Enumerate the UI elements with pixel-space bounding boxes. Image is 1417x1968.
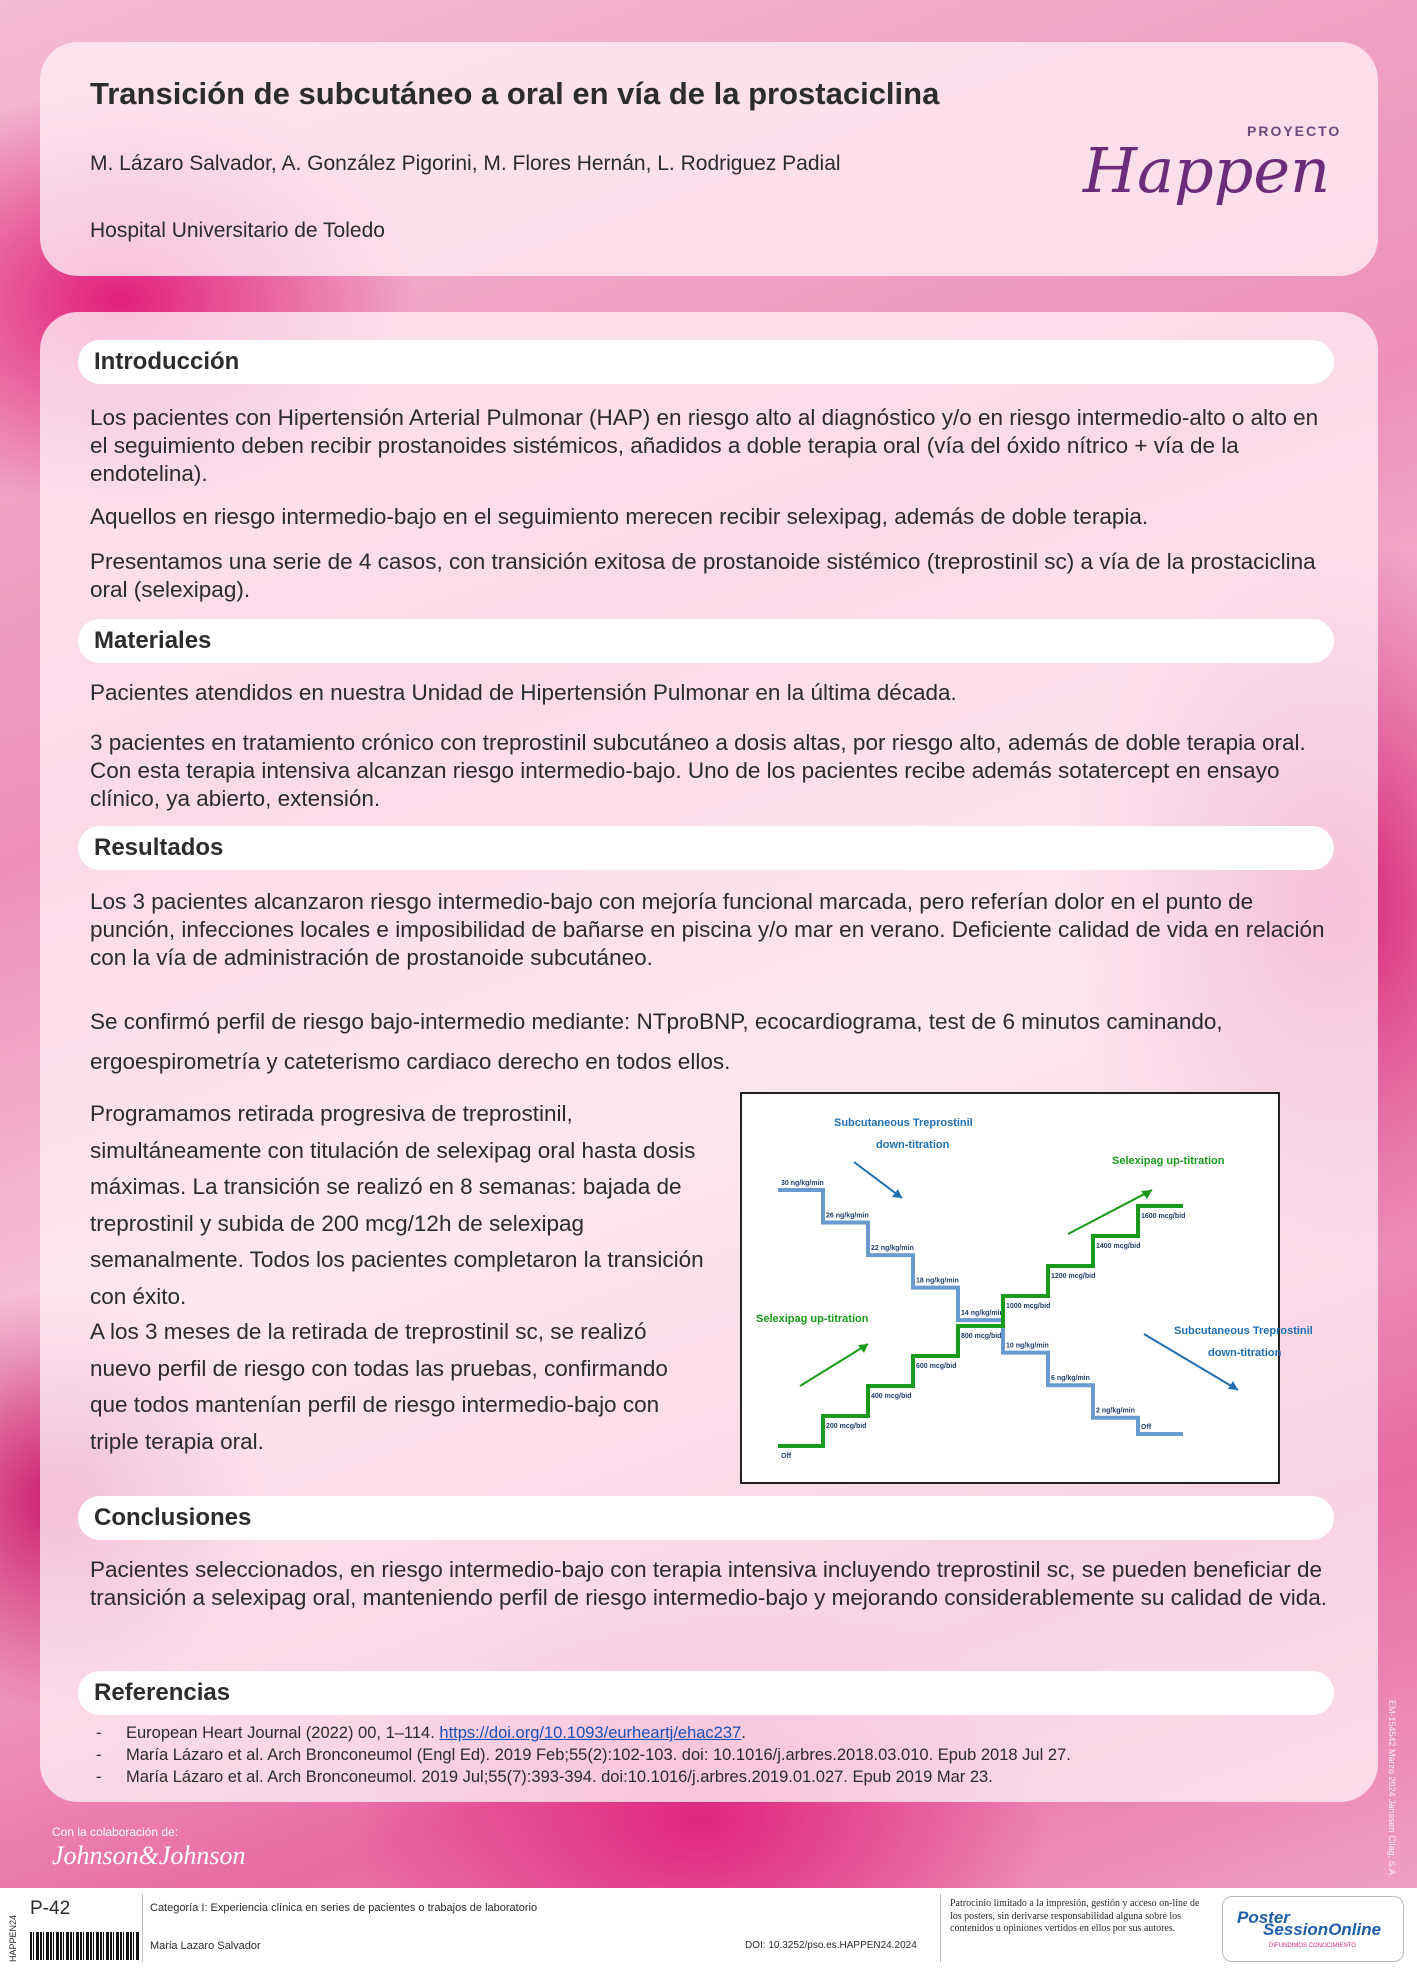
treprostinil-step-label: 10 ng/kg/min: [1006, 1342, 1049, 1350]
selexipag-step-label: 1400 mcg/bid: [1096, 1243, 1141, 1250]
references-list: [96, 1722, 1336, 1788]
chart-annotation: Subcutaneous Treprostinil: [1174, 1325, 1313, 1337]
intro-paragraph-2: Aquellos en riesgo intermedio-bajo en el seguimiento merecen recibir selexipag, además de doble terapia.: [90, 504, 1149, 529]
section-title: Introducción: [94, 348, 240, 375]
section-header-referencias: [78, 1671, 1334, 1715]
poster-author: Maria Lazaro Salvador: [150, 1940, 261, 1952]
selexipag-step-label: 1000 mcg/bid: [1006, 1303, 1051, 1310]
section-header-resultados: [78, 826, 1334, 870]
section-title: Materiales: [94, 627, 212, 654]
treprostinil-step-label: 2 ng/kg/min: [1096, 1407, 1135, 1415]
reference-item: - European Heart Journal (2022) 00, 1–114. https://doi.org/10.1093/eurheartj/ehac237.: [96, 1724, 746, 1742]
selexipag-step-label: 200 mcg/bid: [826, 1423, 867, 1430]
results-paragraph-4: A los 3 meses de la retirada de treprostinil sc, se realizó nuevo perfil de riesgo con todas las pruebas, confirmando que todos mantenían perfil de riesgo intermedio-bajo con triple terapia oral.: [90, 1319, 668, 1454]
conclusions-paragraph: Pacientes seleccionados, en riesgo intermedio-bajo con terapia intensiva incluyendo treprostinil sc, se pueden beneficiar de transición a selexipag oral, manteniendo perfil de riesgo intermedio-bajo y mejorando considerablemente su calidad de vida.: [90, 1557, 1327, 1610]
results-paragraph-3: Programamos retirada progresiva de treprostinil, simultáneamente con titulación de selexipag oral hasta dosis máximas. La transición se realizó en 8 semanas: bajada de treprostinil y subida de 200 mcg/12h de selexipag semanalmente. Todos los pacientes completaron la transición con éxito.: [90, 1101, 704, 1309]
selexipag-step-label: 800 mcg/bid: [961, 1333, 1002, 1340]
section-header-conclusiones: [78, 1496, 1334, 1540]
section-title: Resultados: [94, 834, 224, 861]
selexipag-step-label: Off: [781, 1453, 792, 1460]
selexipag-step-label: 1600 mcg/bid: [1141, 1213, 1186, 1220]
treprostinil-step-label: 14 ng/kg/min: [961, 1310, 1004, 1318]
footer: [0, 1888, 1417, 1968]
reference-link[interactable]: https://doi.org/10.1093/eurheartj/ehac237: [439, 1724, 742, 1742]
side-legal-text: EM-154542 Marzo 2024 Janssen Cilag, S.A.: [1387, 1700, 1397, 1878]
intro-paragraph-1: Los pacientes con Hipertensión Arterial Pulmonar (HAP) en riesgo alto al diagnóstico y/o en riesgo intermedio-alto o alto en el seguimiento deben recibir prostanoides sistémicos, añadidos a doble terapia oral (vía del óxido nítrico + vía de la endotelina).: [90, 405, 1319, 486]
logo-big-text: Happen: [1083, 134, 1331, 207]
intro-paragraph-3: Presentamos una serie de 4 casos, con transición exitosa de prostanoide sistémico (treprostinil sc) a vía de la prostaciclina oral (selexipag).: [90, 549, 1316, 602]
selexipag-step-label: 600 mcg/bid: [916, 1363, 957, 1370]
chart-annotation: Selexipag up-titration: [756, 1313, 869, 1325]
chart-annotation: Selexipag up-titration: [1112, 1155, 1225, 1167]
collaboration: [52, 1825, 246, 1871]
section-title: Referencias: [94, 1679, 231, 1706]
authors: M. Lázaro Salvador, A. González Pigorini, M. Flores Hernán, L. Rodriguez Padial: [90, 152, 841, 175]
treprostinil-step-label: 22 ng/kg/min: [871, 1245, 914, 1253]
selexipag-step-label: 1200 mcg/bid: [1051, 1273, 1096, 1280]
poster-session-online-logo: [1222, 1896, 1404, 1962]
happen-logo: [1075, 100, 1345, 210]
poster-category: Categoría I: Experiencia clínica en series de pacientes o trabajos de laboratorio: [150, 1902, 538, 1914]
poster-title: Transición de subcutáneo a oral en vía de la prostaciclina: [90, 76, 940, 111]
poster-doi: DOI: 10.3252/pso.es.HAPPEN24.2024: [745, 1940, 917, 1951]
hospital: Hospital Universitario de Toledo: [90, 219, 385, 242]
arrowhead-icon: [892, 1189, 902, 1198]
divider: [940, 1894, 941, 1962]
treprostinil-step-label: 26 ng/kg/min: [826, 1212, 869, 1220]
results-paragraph-1: Los 3 pacientes alcanzaron riesgo intermedio-bajo con mejoría funcional marcada, pero referían dolor en el punto de punción, infecciones locales e imposibilidad de bañarse en piscina y/o mar en verano. Deficiente calidad de vida en relación con la vía de administración de prostanoide subcutáneo.: [90, 889, 1325, 970]
reference-item: - María Lázaro et al. Arch Bronconeumol. 2019 Jul;55(7):393-394. doi:10.1016/j.arbres.2019.01.027. Epub 2019 Mar 23.: [96, 1768, 993, 1786]
materials-paragraph-1: Pacientes atendidos en nuestra Unidad de Hipertensión Pulmonar en la última década.: [90, 680, 957, 705]
sponsor-disclaimer: Patrocinio limitado a la impresión, gestión y acceso on-line de los posters, sin derivarse responsabilidad alguna sobre los contenidos u opiniones vertidos en ellos por sus autores.: [950, 1898, 1200, 1934]
titration-chart: [740, 1092, 1313, 1484]
treprostinil-step-label: Off: [1141, 1424, 1152, 1431]
footer-vertical-code: HAPPEN24: [8, 1914, 18, 1962]
selexipag-step-label: 400 mcg/bid: [871, 1393, 912, 1400]
collaboration-label: Con la colaboración de:: [52, 1825, 179, 1839]
chart-annotation: down-titration: [876, 1139, 950, 1151]
svg-text:SessionOnline: SessionOnline: [1263, 1920, 1382, 1939]
svg-text:DIFUNDIMOS CONOCIMIENTO: DIFUNDIMOS CONOCIMIENTO: [1269, 1943, 1356, 1949]
treprostinil-step-label: 6 ng/kg/min: [1051, 1375, 1090, 1383]
materials-paragraph-2: 3 pacientes en tratamiento crónico con treprostinil subcutáneo a dosis altas, por riesgo alto, además de doble terapia oral. Con esta terapia intensiva alcanzan riesgo intermedio-bajo. Uno de los pacientes recibe además sotatercept en ensayo clínico, ya abierto, extensión.: [90, 730, 1306, 811]
divider: [142, 1894, 143, 1962]
treprostinil-step-label: 18 ng/kg/min: [916, 1277, 959, 1285]
results-paragraph-2: Se confirmó perfil de riesgo bajo-intermedio mediante: NTproBNP, ecocardiograma, test de 6 minutos caminando, ergoespirometría y cateterismo cardiaco derecho en todos ellos.: [90, 1009, 1223, 1074]
down-arrow-icon: [1144, 1334, 1238, 1390]
section-title: Conclusiones: [94, 1504, 252, 1531]
reference-item: - María Lázaro et al. Arch Bronconeumol (Engl Ed). 2019 Feb;55(2):102-103. doi: 10.1016/j.arbres.2018.03.010. Epub 2018 Jul 27.: [96, 1746, 1071, 1764]
up-arrow-icon: [800, 1344, 868, 1386]
treprostinil-step-label: 30 ng/kg/min: [781, 1180, 824, 1187]
logo-small-text: PROYECTO: [1247, 123, 1342, 139]
section-header-materiales: [78, 619, 1334, 663]
down-arrow-icon: [854, 1162, 902, 1198]
sponsor-logo: Johnson&Johnson: [52, 1841, 246, 1870]
section-header-introduccion: [78, 340, 1334, 384]
poster-code: P-42: [30, 1898, 71, 1919]
svg-text:Poster: Poster: [1237, 1908, 1290, 1927]
chart-annotation: down-titration: [1208, 1347, 1282, 1359]
chart-annotation: Subcutaneous Treprostinil: [834, 1117, 973, 1129]
barcode: [30, 1932, 140, 1960]
